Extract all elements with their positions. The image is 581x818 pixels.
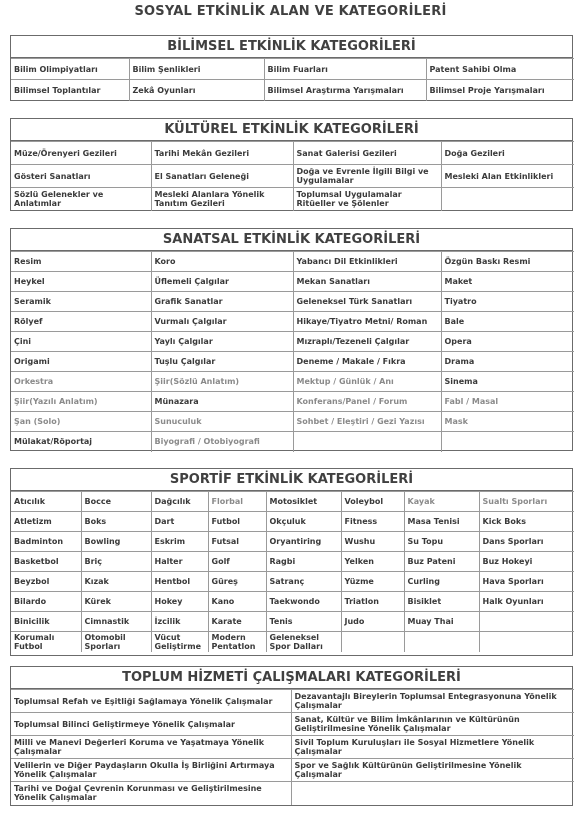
category-cell: Florbal <box>208 492 266 512</box>
section-title-toplum: TOPLUM HİZMETİ ÇALIŞMALARI KATEGORİLERİ <box>11 667 572 689</box>
category-cell: Judo <box>341 612 404 632</box>
table-kulturel <box>11 141 574 211</box>
category-cell: Mektup / Günlük / Anı <box>293 372 441 392</box>
category-cell: Üflemeli Çalgılar <box>151 272 293 292</box>
category-cell <box>479 632 574 653</box>
category-cell: Geleneksel Türk Sanatları <box>293 292 441 312</box>
category-cell: Hokey <box>151 592 208 612</box>
category-cell: Kano <box>208 592 266 612</box>
category-cell: Taekwondo <box>266 592 341 612</box>
table-row <box>11 492 574 512</box>
category-cell: Milli ve Manevi Değerleri Koruma ve Yaşatmaya Yönelik Çalışmalar <box>11 736 291 759</box>
category-cell: Gösteri Sanatları <box>11 165 151 188</box>
section-title-sportif: SPORTİF ETKİNLİK KATEGORİLERİ <box>11 469 572 491</box>
category-cell: Yelken <box>341 552 404 572</box>
category-cell: Sivil Toplum Kuruluşları ile Sosyal Hizmetlere Yönelik Çalışmalar <box>291 736 574 759</box>
category-cell: Bilardo <box>11 592 81 612</box>
category-cell: Grafik Sanatlar <box>151 292 293 312</box>
category-cell: Geleneksel Spor Dalları <box>266 632 341 653</box>
category-cell: Çini <box>11 332 151 352</box>
category-cell: Modern Pentatlon <box>208 632 266 653</box>
category-cell: Fabl / Masal <box>441 392 574 412</box>
category-cell: Vurmalı Çalgılar <box>151 312 293 332</box>
category-cell: Tiyatro <box>441 292 574 312</box>
category-cell: Sualtı Sporları <box>479 492 574 512</box>
section-kulturel <box>10 118 573 211</box>
category-cell <box>441 432 574 452</box>
category-cell: Bilimsel Araştırma Yarışmaları <box>264 80 426 101</box>
table-sportif <box>11 491 574 652</box>
category-cell: Özgün Baskı Resmi <box>441 252 574 272</box>
category-cell: Briç <box>81 552 151 572</box>
table-row <box>11 612 574 632</box>
category-cell: Kızak <box>81 572 151 592</box>
category-cell: Bisiklet <box>404 592 479 612</box>
category-cell: Curling <box>404 572 479 592</box>
table-row <box>11 532 574 552</box>
category-cell: Atıcılık <box>11 492 81 512</box>
table-row <box>11 782 574 805</box>
category-cell: Vücut Geliştirme <box>151 632 208 653</box>
table-row <box>11 392 574 412</box>
category-cell: Bilim Olimpiyatları <box>11 59 129 80</box>
category-cell <box>291 782 574 805</box>
section-title-kulturel: KÜLTÜREL ETKİNLİK KATEGORİLERİ <box>11 119 572 141</box>
category-cell: Dans Sporları <box>479 532 574 552</box>
table-row <box>11 312 574 332</box>
category-cell: Binicilik <box>11 612 81 632</box>
table-row <box>11 292 574 312</box>
category-cell: Sohbet / Eleştiri / Gezi Yazısı <box>293 412 441 432</box>
table-row <box>11 272 574 292</box>
category-cell: Bilim Fuarları <box>264 59 426 80</box>
category-cell <box>441 188 574 211</box>
category-cell: Bale <box>441 312 574 332</box>
table-row <box>11 432 574 452</box>
category-cell: Dağcılık <box>151 492 208 512</box>
category-cell: Golf <box>208 552 266 572</box>
category-cell: Badminton <box>11 532 81 552</box>
category-cell: Halter <box>151 552 208 572</box>
category-cell: Dezavantajlı Bireylerin Toplumsal Entegrasyonuna Yönelik Çalışmalar <box>291 690 574 713</box>
category-cell: Mesleki Alanlara Yönelik Tanıtım Gezileri <box>151 188 293 211</box>
table-row <box>11 252 574 272</box>
table-row <box>11 512 574 532</box>
category-cell: Toplumsal Uygulamalar Ritüeller ve Şölenler <box>293 188 441 211</box>
category-cell: Bocce <box>81 492 151 512</box>
table-row <box>11 165 574 188</box>
table-row <box>11 632 574 653</box>
category-cell: Bilimsel Proje Yarışmaları <box>426 80 574 101</box>
category-cell: Sanat, Kültür ve Bilim İmkânlarının ve Kültürünün Geliştirilmesine Yönelik Çalışmalar <box>291 713 574 736</box>
category-cell: Zekâ Oyunları <box>129 80 264 101</box>
category-cell: Tarihi Mekân Gezileri <box>151 142 293 165</box>
category-cell: Tuşlu Çalgılar <box>151 352 293 372</box>
category-cell: Güreş <box>208 572 266 592</box>
category-cell: Origami <box>11 352 151 372</box>
category-cell: Spor ve Sağlık Kültürünün Geliştirilmesine Yönelik Çalışmalar <box>291 759 574 782</box>
category-cell: Hava Sporları <box>479 572 574 592</box>
category-cell: Atletizm <box>11 512 81 532</box>
category-cell: Oryantiring <box>266 532 341 552</box>
category-cell: Muay Thai <box>404 612 479 632</box>
table-row <box>11 59 574 80</box>
table-row <box>11 736 574 759</box>
table-row <box>11 572 574 592</box>
category-cell: Yaylı Çalgılar <box>151 332 293 352</box>
category-cell <box>404 632 479 653</box>
category-cell: İzcilik <box>151 612 208 632</box>
category-cell: Mask <box>441 412 574 432</box>
category-cell: Cimnastik <box>81 612 151 632</box>
category-cell: Opera <box>441 332 574 352</box>
category-cell: Münazara <box>151 392 293 412</box>
category-cell: Motosiklet <box>266 492 341 512</box>
category-cell: Buz Hokeyi <box>479 552 574 572</box>
category-cell: Drama <box>441 352 574 372</box>
category-cell <box>341 632 404 653</box>
table-row <box>11 690 574 713</box>
category-cell: Okçuluk <box>266 512 341 532</box>
category-cell: Fitness <box>341 512 404 532</box>
category-cell: Şiir(Sözlü Anlatım) <box>151 372 293 392</box>
category-cell: Konferans/Panel / Forum <box>293 392 441 412</box>
category-cell: Hentbol <box>151 572 208 592</box>
category-cell: Resim <box>11 252 151 272</box>
category-cell: Bilim Şenlikleri <box>129 59 264 80</box>
category-cell: Karate <box>208 612 266 632</box>
category-cell: Patent Sahibi Olma <box>426 59 574 80</box>
category-cell: Mekan Sanatları <box>293 272 441 292</box>
category-cell: Maket <box>441 272 574 292</box>
category-cell: Futbol <box>208 512 266 532</box>
category-cell: Voleybol <box>341 492 404 512</box>
category-cell: Kayak <box>404 492 479 512</box>
category-cell: Buz Pateni <box>404 552 479 572</box>
category-cell: Hikaye/Tiyatro Metni/ Roman <box>293 312 441 332</box>
section-title-bilimsel: BİLİMSEL ETKİNLİK KATEGORİLERİ <box>11 36 572 58</box>
category-cell: Bilimsel Toplantılar <box>11 80 129 101</box>
category-cell: Heykel <box>11 272 151 292</box>
section-title-sanatsal: SANATSAL ETKİNLİK KATEGORİLERİ <box>11 229 572 251</box>
category-cell: Kick Boks <box>479 512 574 532</box>
category-cell: Su Topu <box>404 532 479 552</box>
category-cell: Yabancı Dil Etkinlikleri <box>293 252 441 272</box>
table-row <box>11 552 574 572</box>
category-cell: Doğa Gezileri <box>441 142 574 165</box>
category-cell: Masa Tenisi <box>404 512 479 532</box>
category-cell: Tenis <box>266 612 341 632</box>
category-cell: Sinema <box>441 372 574 392</box>
category-cell: Biyografi / Otobiyografi <box>151 432 293 452</box>
category-cell: Mesleki Alan Etkinlikleri <box>441 165 574 188</box>
category-cell: Deneme / Makale / Fıkra <box>293 352 441 372</box>
category-cell: Müze/Örenyeri Gezileri <box>11 142 151 165</box>
category-cell: Toplumsal Bilinci Geliştirmeye Yönelik Çalışmalar <box>11 713 291 736</box>
category-cell: Şiir(Yazılı Anlatım) <box>11 392 151 412</box>
table-row <box>11 142 574 165</box>
category-cell: Yüzme <box>341 572 404 592</box>
table-row <box>11 80 574 101</box>
table-row <box>11 332 574 352</box>
category-cell: Sözlü Gelenekler ve Anlatımlar <box>11 188 151 211</box>
table-sanatsal <box>11 251 574 452</box>
table-row <box>11 713 574 736</box>
table-row <box>11 759 574 782</box>
section-sanatsal <box>10 228 573 451</box>
category-cell: Wushu <box>341 532 404 552</box>
table-row <box>11 352 574 372</box>
category-cell: Otomobil Sporları <box>81 632 151 653</box>
section-bilimsel <box>10 35 573 101</box>
category-cell: Doğa ve Evrenle İlgili Bilgi ve Uygulamalar <box>293 165 441 188</box>
category-cell: Dart <box>151 512 208 532</box>
category-cell: Tarihi ve Doğal Çevrenin Korunması ve Geliştirilmesine Yönelik Çalışmalar <box>11 782 291 805</box>
category-cell: Triatlon <box>341 592 404 612</box>
category-cell: Korumalı Futbol <box>11 632 81 653</box>
page-title: SOSYAL ETKİNLİK ALAN VE KATEGORİLERİ <box>134 4 447 19</box>
table-row <box>11 188 574 211</box>
category-cell: Orkestra <box>11 372 151 392</box>
category-cell: Kürek <box>81 592 151 612</box>
category-cell: Velilerin ve Diğer Paydaşların Okulla İş Birliğini Artırmaya Yönelik Çalışmalar <box>11 759 291 782</box>
category-cell: Toplumsal Refah ve Eşitliği Sağlamaya Yönelik Çalışmalar <box>11 690 291 713</box>
category-cell: Seramik <box>11 292 151 312</box>
category-cell: Sunuculuk <box>151 412 293 432</box>
section-sportif <box>10 468 573 656</box>
category-cell: Futsal <box>208 532 266 552</box>
category-cell: Şan (Solo) <box>11 412 151 432</box>
section-toplum <box>10 666 573 806</box>
category-cell: Sanat Galerisi Gezileri <box>293 142 441 165</box>
category-cell <box>479 612 574 632</box>
table-row <box>11 412 574 432</box>
category-cell: Basketbol <box>11 552 81 572</box>
category-cell: Koro <box>151 252 293 272</box>
table-row <box>11 372 574 392</box>
category-cell: Mızraplı/Tezeneli Çalgılar <box>293 332 441 352</box>
table-bilimsel <box>11 58 574 101</box>
category-cell: Ragbi <box>266 552 341 572</box>
category-cell: Beyzbol <box>11 572 81 592</box>
category-cell <box>293 432 441 452</box>
category-cell: Halk Oyunları <box>479 592 574 612</box>
category-cell: Boks <box>81 512 151 532</box>
category-cell: Bowling <box>81 532 151 552</box>
table-toplum <box>11 689 574 805</box>
category-cell: Mülakat/Röportaj <box>11 432 151 452</box>
category-cell: Eskrim <box>151 532 208 552</box>
category-cell: El Sanatları Geleneği <box>151 165 293 188</box>
category-cell: Rölyef <box>11 312 151 332</box>
table-row <box>11 592 574 612</box>
category-cell: Satranç <box>266 572 341 592</box>
